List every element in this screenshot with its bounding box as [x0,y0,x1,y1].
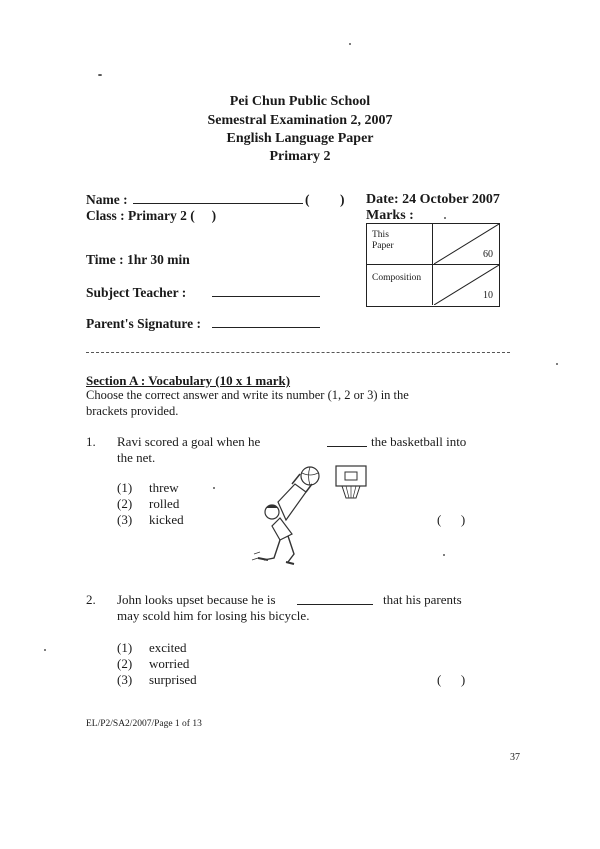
question-number: 2. [86,592,96,607]
marks-max-value: 60 [483,249,493,260]
question-number: 1. [86,434,96,449]
marks-row-label-line1: Composition [372,273,422,283]
answer-bracket[interactable]: ( ) [437,512,466,527]
scan-speck [556,363,558,365]
marks-box [366,223,500,307]
question-text: Ravi scored a goal when he [117,434,261,449]
question-text-after: that his parents [383,592,462,607]
answer-blank[interactable] [327,434,367,447]
marks-max-value: 10 [483,290,493,301]
option-text: rolled [149,496,180,511]
paper-title: English Language Paper [226,131,374,146]
level-title: Primary 2 [269,149,331,164]
option-text: kicked [149,512,184,527]
section-title: Section A : Vocabulary (10 x 1 mark) [86,373,291,388]
marks-row-this-paper [367,224,499,264]
scan-speck [213,487,215,489]
marks-row-label-line1: This [372,230,389,240]
marks-row-label [367,224,433,264]
option-number: (3) [117,512,133,527]
question-text-after: the basketball into [371,434,467,449]
separator-line [86,352,510,355]
option-number: (3) [117,672,133,687]
option-text: surprised [149,672,197,687]
school-name: Pei Chun Public School [229,94,371,109]
name-paren-close: ) [340,192,345,207]
option-text: excited [149,640,187,655]
scan-speck [98,74,102,76]
parent-signature-label: Parent's Signature : [86,316,202,331]
name-field[interactable] [133,191,303,204]
option-text: threw [149,480,179,495]
class-label: Class : Primary 2 ( ) [86,208,217,223]
marks-row-label-line2: Paper [372,241,394,251]
subject-teacher-label: Subject Teacher : [86,285,187,300]
scan-speck [444,217,446,219]
question-text-line2: the net. [117,450,156,465]
page-code: EL/P2/SA2/2007/Page 1 of 13 [86,719,202,729]
basketball-player-icon [250,462,380,572]
name-paren-open: ( [305,192,310,207]
question-text: John looks upset because he is [117,592,276,607]
option-text: worried [149,656,190,671]
option-number: (1) [117,480,133,495]
name-label: Name : [86,192,128,207]
option-number: (1) [117,640,133,655]
option-number: (2) [117,656,133,671]
scan-speck [44,649,46,651]
question-text-line2: may scold him for losing his bicycle. [117,608,310,623]
answer-blank[interactable] [297,592,373,605]
marks-row-label [367,265,433,305]
option-number: (2) [117,496,133,511]
marks-row-composition [367,264,499,305]
scan-speck [443,554,445,556]
answer-bracket[interactable]: ( ) [437,672,466,687]
time-label: Time : 1hr 30 min [86,252,190,267]
marks-label: Marks : [366,208,414,223]
parent-signature-field[interactable] [212,315,320,328]
section-instruction-line2: brackets provided. [86,404,179,418]
scan-speck [349,43,351,45]
page-mark: 37 [510,752,520,763]
subject-teacher-field[interactable] [212,284,320,297]
section-instruction-line1: Choose the correct answer and write its number (1, 2 or 3) in the [86,388,409,402]
date-label: Date: 24 October 2007 [366,192,500,207]
exam-title: Semestral Examination 2, 2007 [207,113,393,128]
